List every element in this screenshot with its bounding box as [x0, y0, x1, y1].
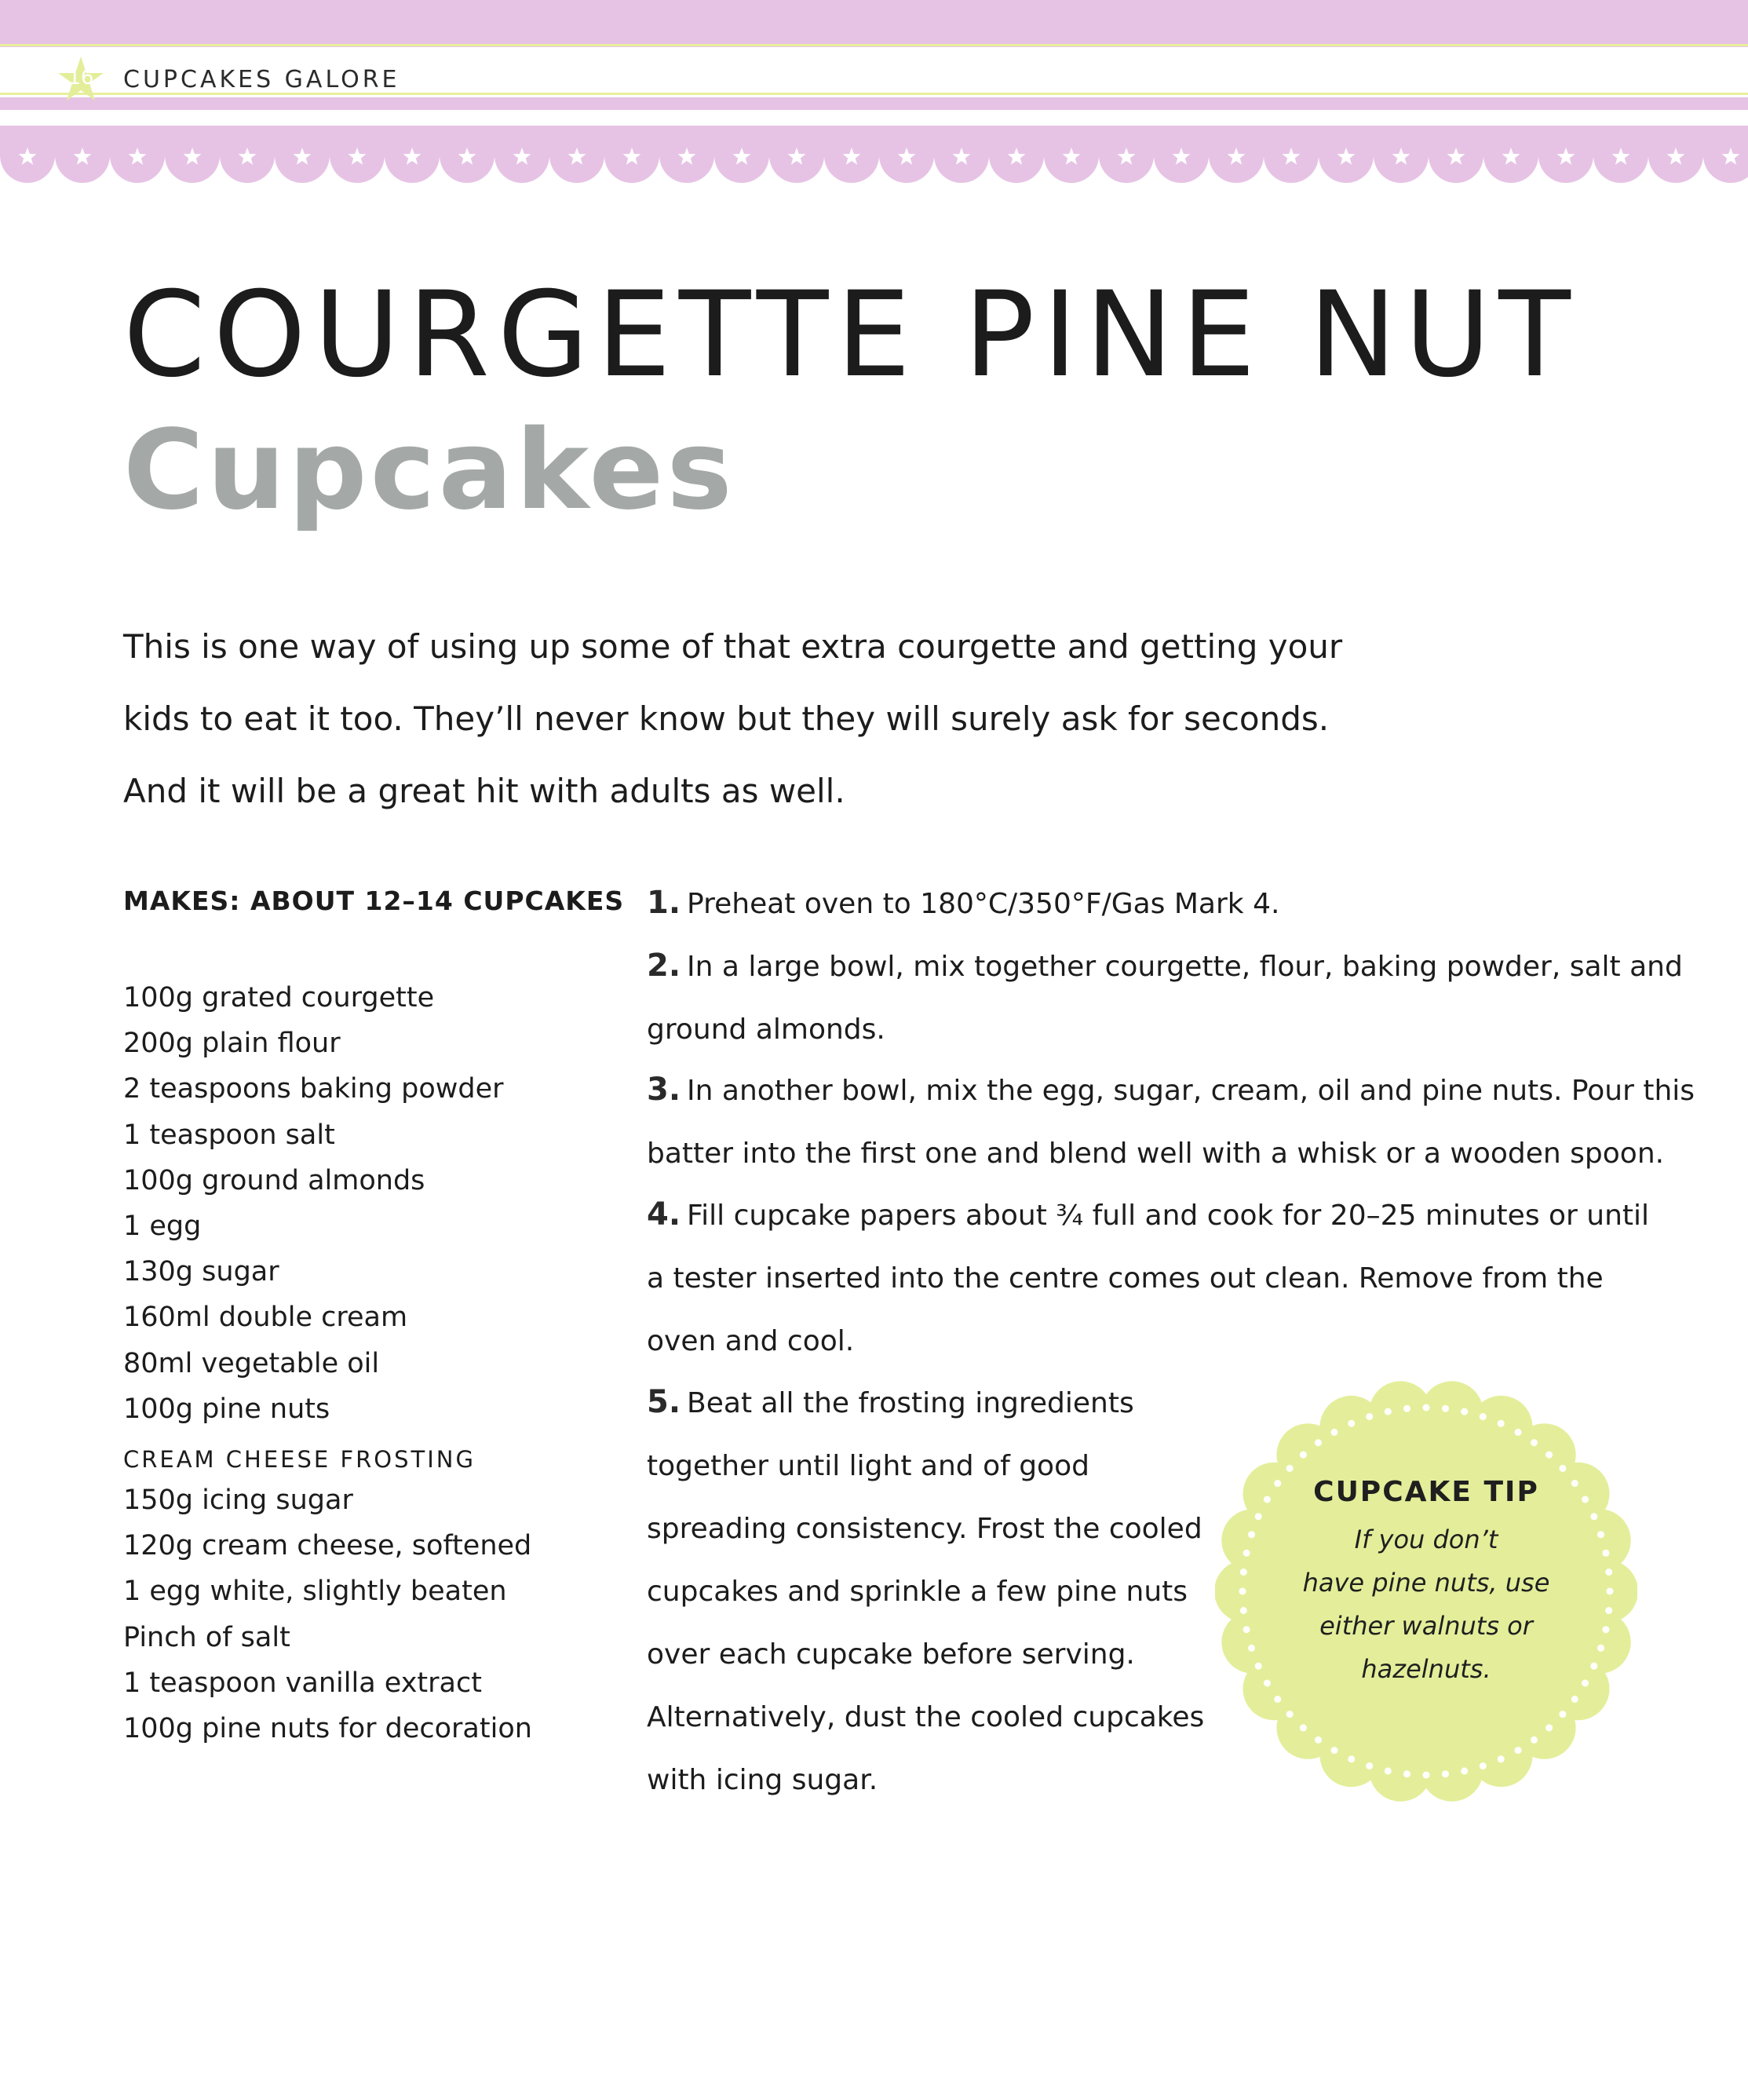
badge-dot	[1243, 1550, 1250, 1557]
frosting-item: 120g cream cheese, softened	[123, 1530, 532, 1562]
badge-dot	[1515, 1429, 1522, 1436]
section-label: CUPCAKES GALORE	[123, 66, 400, 93]
step-text: In another bowl, mix the egg, sugar, cream, oil and pine nuts. Pour this	[687, 1075, 1695, 1107]
ingredient-item: 100g grated courgette	[123, 982, 435, 1013]
badge-dot	[1423, 1404, 1430, 1412]
ingredient-item: 1 egg	[123, 1211, 202, 1243]
badge-dot	[1442, 1770, 1449, 1777]
badge-dot	[1403, 1405, 1410, 1412]
ingredient-item: 100g pine nuts	[123, 1393, 330, 1425]
badge-dot	[1480, 1413, 1487, 1420]
badge-dot	[1315, 1737, 1322, 1744]
frosting-item: Pinch of salt	[123, 1621, 290, 1653]
frosting-item: 1 egg white, slightly beaten	[123, 1576, 507, 1608]
badge-dot	[1605, 1569, 1612, 1576]
badge-dot	[1300, 1724, 1307, 1731]
method-step	[647, 934, 1683, 1061]
step-line	[647, 934, 1683, 999]
badge-dot	[1300, 1452, 1307, 1459]
method-step	[647, 1058, 1695, 1185]
step-line: spreading consistency. Frost the cooled	[647, 1513, 1202, 1545]
step-line: with icing sugar.	[647, 1764, 878, 1796]
step-line: cupcakes and sprinkle a few pine nuts	[647, 1576, 1188, 1608]
badge-dot	[1515, 1747, 1522, 1754]
step-text: Beat all the frosting ingredients	[687, 1387, 1134, 1419]
frosting-list	[123, 1477, 532, 1751]
badge-dot	[1602, 1550, 1609, 1557]
step-line: ground almonds.	[647, 1013, 885, 1046]
method-step	[647, 1183, 1649, 1373]
ingredient-item: 2 teaspoons baking powder	[123, 1073, 504, 1105]
step-number: 2.	[647, 948, 681, 984]
recipe-subtitle: Cupcakes	[123, 407, 735, 535]
step-number: 1.	[647, 885, 681, 921]
step-line: Alternatively, dust the cooled cupcakes	[647, 1701, 1205, 1733]
badge-dot	[1331, 1429, 1338, 1436]
badge-dot	[1605, 1607, 1612, 1614]
frosting-heading: CREAM CHEESE FROSTING	[123, 1446, 476, 1473]
step-line	[647, 1371, 1204, 1435]
header-accent-line	[0, 44, 1748, 46]
tip-line: If you don’t	[1354, 1525, 1498, 1554]
intro-line: kids to eat it too. They’ll never know but they will surely ask for seconds.	[123, 699, 1330, 738]
badge-dot	[1461, 1408, 1468, 1415]
step-number: 3.	[647, 1072, 681, 1108]
badge-dot	[1597, 1531, 1604, 1538]
tip-heading: CUPCAKE TIP	[1313, 1476, 1539, 1508]
ingredient-item: 1 teaspoon salt	[123, 1119, 335, 1151]
badge-dot	[1315, 1439, 1322, 1446]
badge-dot	[1480, 1762, 1487, 1769]
intro-paragraph	[123, 611, 1615, 827]
step-line: batter into the first one and blend well with a whisk or a wooden spoon.	[647, 1138, 1665, 1170]
ingredient-item: 160ml double cream	[123, 1302, 408, 1334]
intro-line: This is one way of using up some of that extra courgette and getting your	[123, 627, 1343, 666]
step-number: 4.	[647, 1196, 681, 1233]
badge-dot	[1403, 1770, 1410, 1777]
step-line	[647, 1183, 1649, 1247]
intro-line: And it will be a great hit with adults as well.	[123, 772, 845, 810]
badge-dot	[1461, 1767, 1468, 1774]
badge-dot	[1442, 1405, 1449, 1412]
ingredient-item: 80ml vegetable oil	[123, 1347, 380, 1379]
ingredient-item: 100g ground almonds	[123, 1164, 425, 1196]
badge-dot	[1286, 1465, 1294, 1472]
step-line: over each cupcake before serving.	[647, 1638, 1135, 1671]
badge-dot	[1607, 1588, 1614, 1595]
badge-dot	[1366, 1413, 1373, 1420]
badge-dot	[1545, 1452, 1553, 1459]
badge-dot	[1366, 1762, 1373, 1769]
badge-dot	[1545, 1724, 1553, 1731]
badge-dot	[1597, 1645, 1604, 1652]
step-text: Preheat oven to 180°C/350°F/Gas Mark 4.	[687, 888, 1280, 920]
badge-dot	[1498, 1755, 1505, 1762]
badge-dot	[1331, 1747, 1338, 1754]
header-stripe	[0, 97, 1748, 110]
badge-dot	[1559, 1711, 1566, 1718]
badge-dot	[1348, 1755, 1355, 1762]
badge-dot	[1531, 1737, 1538, 1744]
tip-line: have pine nuts, use	[1302, 1568, 1550, 1598]
frosting-item: 1 teaspoon vanilla extract	[123, 1667, 482, 1699]
page-number: 16	[68, 66, 94, 89]
step-line: together until light and of good	[647, 1450, 1089, 1482]
badge-dot	[1602, 1626, 1609, 1633]
frosting-item: 150g icing sugar	[123, 1485, 353, 1516]
badge-dot	[1559, 1465, 1566, 1472]
step-number: 5.	[647, 1384, 681, 1420]
step-line	[647, 1058, 1695, 1123]
frosting-item: 100g pine nuts for decoration	[123, 1713, 532, 1745]
ingredient-list	[123, 975, 504, 1432]
badge-dot	[1423, 1772, 1430, 1779]
tip-text	[1254, 1518, 1598, 1691]
step-text: In a large bowl, mix together courgette, flour, baking powder, salt and	[687, 951, 1683, 983]
badge-dot	[1385, 1408, 1392, 1415]
scallop-border	[0, 126, 1748, 188]
badge-dot	[1240, 1569, 1247, 1576]
step-line: oven and cool.	[647, 1325, 855, 1357]
badge-dot	[1531, 1439, 1538, 1446]
step-text: Fill cupcake papers about ¾ full and cook for 20–25 minutes or until	[687, 1200, 1650, 1232]
badge-dot	[1274, 1696, 1281, 1703]
yield-label: MAKES: ABOUT 12–14 CUPCAKES	[123, 886, 625, 916]
badge-dot	[1498, 1420, 1505, 1427]
header-band-top	[0, 0, 1748, 47]
badge-dot	[1239, 1588, 1246, 1595]
step-line	[647, 871, 1279, 936]
method-step	[647, 871, 1279, 936]
method-step	[647, 1371, 1204, 1812]
step-line: a tester inserted into the centre comes out clean. Remove from the	[647, 1262, 1604, 1295]
badge-dot	[1240, 1607, 1247, 1614]
tip-line: either walnuts or	[1319, 1611, 1533, 1641]
badge-dot	[1571, 1696, 1578, 1703]
ingredient-item: 130g sugar	[123, 1256, 279, 1288]
recipe-title: COURGETTE PINE NUT	[123, 267, 1578, 404]
ingredient-item: 200g plain flour	[123, 1028, 341, 1060]
badge-dot	[1286, 1711, 1294, 1718]
badge-dot	[1348, 1420, 1355, 1427]
tip-line: hazelnuts.	[1361, 1654, 1491, 1684]
badge-dot	[1243, 1626, 1250, 1633]
badge-dot	[1385, 1767, 1392, 1774]
